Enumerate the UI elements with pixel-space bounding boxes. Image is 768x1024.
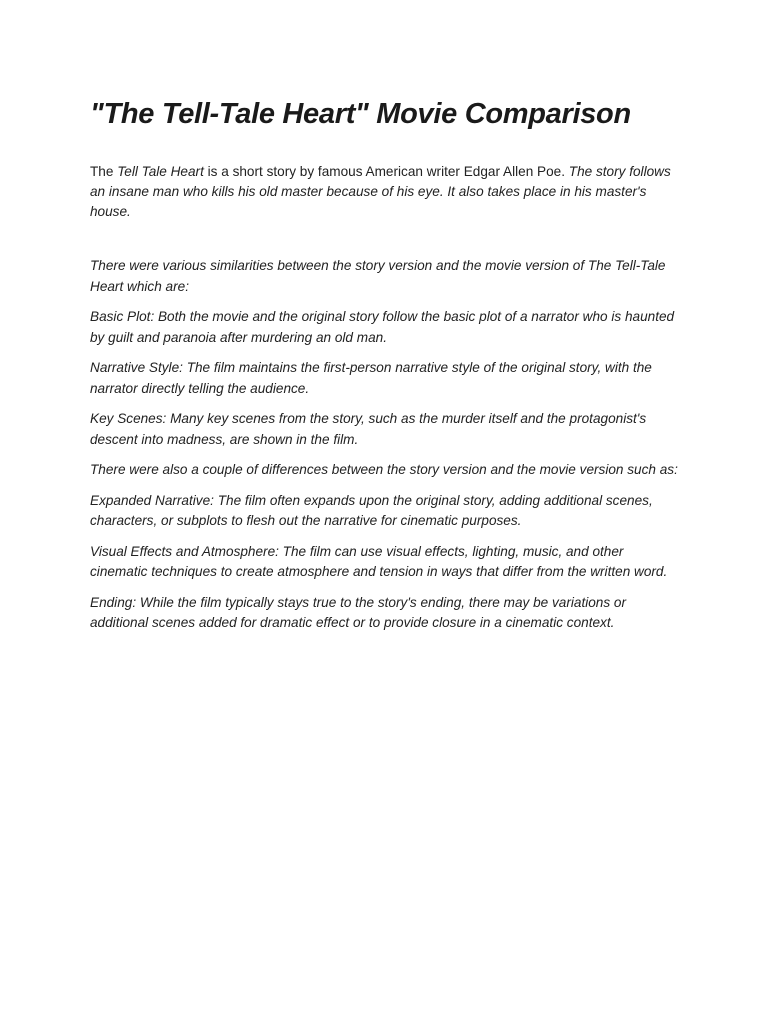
document-page bbox=[90, 92, 678, 644]
similarity-narrative-style: Narrative Style: The film maintains the first-person narrative style of the original story, with the narrator directly telling the audience. bbox=[90, 360, 652, 396]
differences-intro: There were also a couple of differences between the story version and the movie version such as: bbox=[90, 462, 678, 477]
intro-rest: The story follows an insane man who kills his old master because of his eye. It also takes place in his master's house. bbox=[90, 164, 671, 219]
difference-visual-effects: Visual Effects and Atmosphere: The film can use visual effects, lighting, music, and other cinematic techniques to create atmosphere and tension in ways that differ from the written word. bbox=[90, 543, 668, 579]
intro-text: is a short story by famous American writer Edgar Allen Poe. bbox=[203, 164, 569, 179]
page-title: "The Tell-Tale Heart" Movie Comparison bbox=[90, 98, 631, 130]
difference-expanded-narrative: Expanded Narrative: The film often expands upon the original story, adding additional scenes, characters, or subplots to flesh out the narrative for cinematic purposes. bbox=[90, 492, 653, 528]
intro-work-title: Tell Tale Heart bbox=[117, 164, 204, 179]
similarity-basic-plot: Basic Plot: Both the movie and the original story follow the basic plot of a narrator who is haunted by guilt and paranoia after murdering an old man. bbox=[90, 309, 675, 345]
intro-paragraph bbox=[90, 162, 678, 222]
similarities-intro: There were various similarities between the story version and the movie version of The Tell-Tale Heart which are: bbox=[90, 258, 666, 294]
intro-lead: The bbox=[90, 164, 118, 179]
similarity-key-scenes: Key Scenes: Many key scenes from the story, such as the murder itself and the protagonist's descent into madness, are shown in the film. bbox=[90, 411, 647, 447]
difference-ending: Ending: While the film typically stays true to the story's ending, there may be variations or additional scenes added for dramatic effect or to provide closure in a cinematic context. bbox=[90, 594, 627, 630]
